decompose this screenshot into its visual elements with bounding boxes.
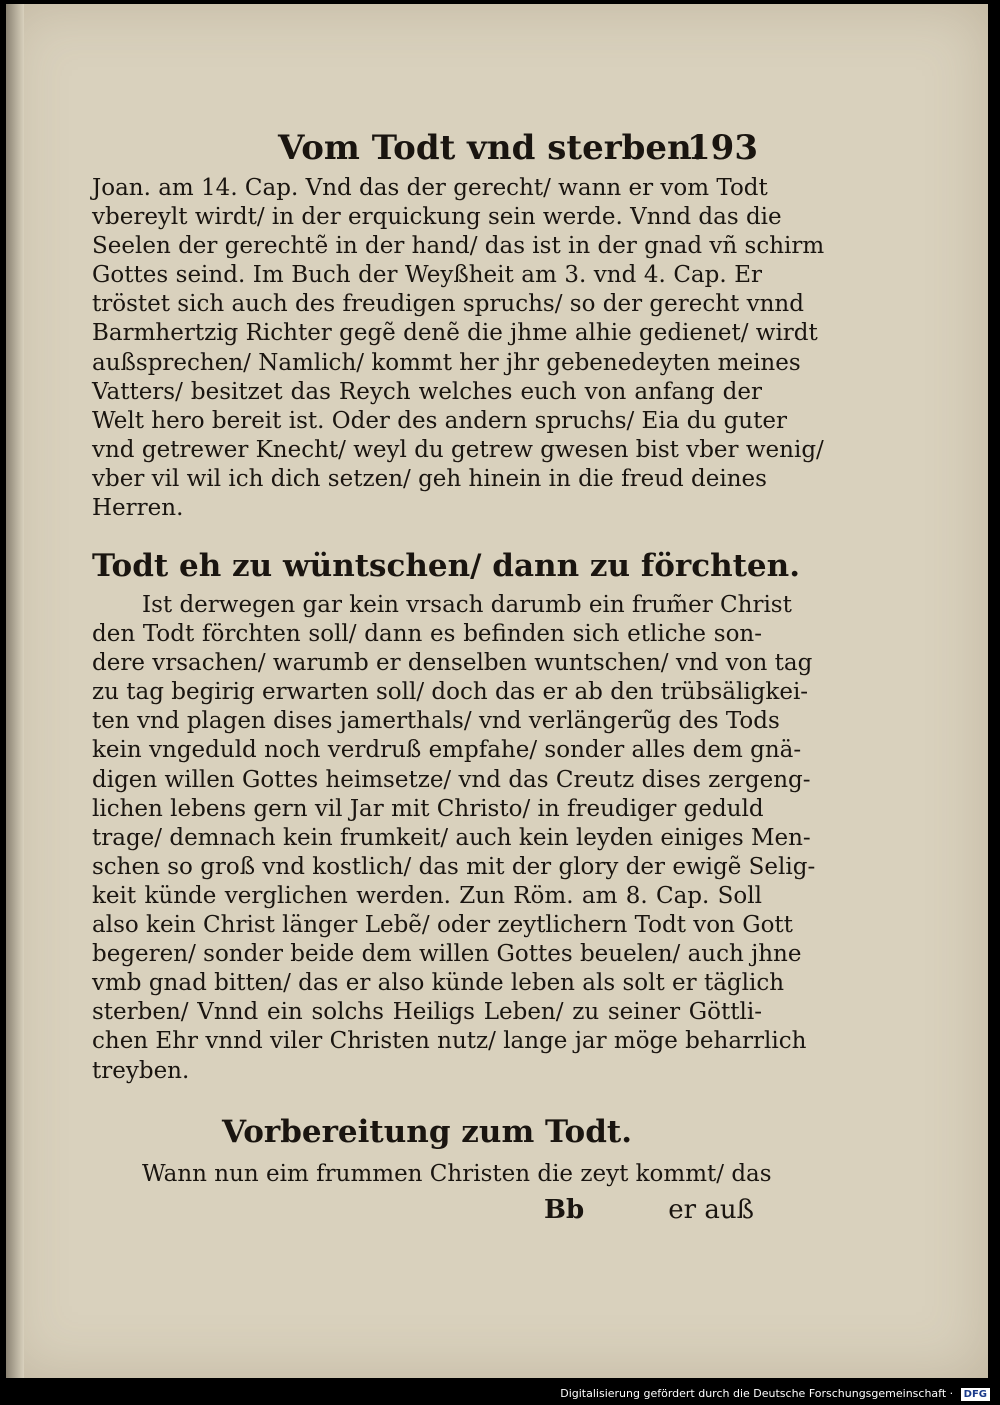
paragraph-1 — [92, 174, 825, 523]
text-line: tröstet sich auch des freudigen spruchs/ so der gerecht vnnd — [92, 291, 804, 318]
running-title: Vom Todt vnd sterben. — [278, 128, 704, 168]
section-heading: Todt eh zu wüntschen/ dann zu förchten. — [92, 548, 800, 584]
text-line: den Todt förchten soll/ dann es befinden sich etliche son- — [92, 621, 762, 648]
text-line: Seelen der gerechtẽ in der hand/ das ist in der gnad vñ schirm — [92, 233, 825, 260]
text-line: treyben. — [92, 1057, 190, 1084]
text-line: Gottes seind. Im Buch der Weyßheit am 3. vnd 4. Cap. Er — [92, 262, 762, 289]
text-line: schen so groß vnd kostlich/ das mit der glory der ewigẽ Selig- — [92, 853, 816, 880]
credit-text: Digitalisierung gefördert durch die Deutsche Forschungsgemeinschaft · — [560, 1387, 954, 1400]
text-line: ten vnd plagen dises jamerthals/ vnd verlängerũg des Tods — [92, 708, 780, 735]
page-gutter — [6, 4, 24, 1378]
paragraph-2 — [92, 591, 816, 1086]
text-line: Wann nun eim frummen Christen die zeyt kommt/ das — [142, 1161, 772, 1187]
text-line: vber vil wil ich dich setzen/ geh hinein in die freud deines — [92, 465, 767, 492]
catchwords-row — [92, 1195, 762, 1229]
page-number: 193 — [687, 128, 758, 168]
text-line: dere vrsachen/ warumb er denselben wuntschen/ vnd von tag — [92, 650, 813, 677]
text-line: kein vngeduld noch verdruß empfahe/ sonder alles dem gnä- — [92, 737, 802, 764]
text-line: Herren. — [92, 495, 184, 522]
paragraph-3 — [92, 1160, 772, 1189]
text-line: außsprechen/ Namlich/ kommt her jhr gebenedeyten meines — [92, 349, 801, 376]
text-line: vnd getrewer Knecht/ weyl du getrew gwesen bist vber wenig/ — [92, 436, 824, 463]
text-line: keit künde verglichen werden. Zun Röm. am 8. Cap. Soll — [92, 882, 762, 909]
text-line: begeren/ sonder beide dem willen Gottes beuelen/ auch jhne — [92, 941, 802, 968]
text-line: chen Ehr vnnd viler Christen nutz/ lange jar möge beharrlich — [92, 1028, 807, 1055]
text-line: also kein Christ länger Lebẽ/ oder zeytlichern Todt von Gott — [92, 912, 793, 939]
text-line: Barmhertzig Richter gegẽ denẽ die jhme alhie gedienet/ wirdt — [92, 320, 818, 347]
text-line: Vatters/ besitzet das Reych welches euch von anfang der — [92, 378, 762, 405]
text-line: vbereylt wirdt/ in der erquickung sein werde. Vnnd das die — [92, 204, 782, 231]
dfg-logo: DFG — [961, 1388, 990, 1401]
text-line: lichen lebens gern vil Jar mit Christo/ in freudiger geduld — [92, 795, 764, 822]
text-line: trage/ demnach kein frumkeit/ auch kein leyden einiges Men- — [92, 824, 811, 851]
catchword: er auß — [668, 1195, 754, 1225]
signature-mark: Bb — [544, 1195, 585, 1225]
text-line: Joan. am 14. Cap. Vnd das der gerecht/ wann er vom Todt — [92, 175, 768, 201]
text-line: digen willen Gottes heimsetze/ vnd das Creutz dises zergeng- — [92, 766, 811, 793]
digitization-credit — [560, 1387, 990, 1401]
text-line: Welt hero bereit ist. Oder des andern spruchs/ Eia du guter — [92, 407, 787, 434]
section-heading: Vorbereitung zum Todt. — [221, 1114, 633, 1150]
text-line: zu tag begirig erwarten soll/ doch das er ab den trübsäligkei- — [92, 679, 809, 706]
text-line: sterben/ Vnnd ein solchs Heiligs Leben/ zu seiner Göttli- — [92, 999, 762, 1026]
text-line: vmb gnad bitten/ das er also künde leben als solt er täglich — [92, 970, 785, 997]
page-header — [278, 128, 758, 168]
text-line: Ist derwegen gar kein vrsach darumb ein frum̃er Christ — [142, 592, 792, 618]
